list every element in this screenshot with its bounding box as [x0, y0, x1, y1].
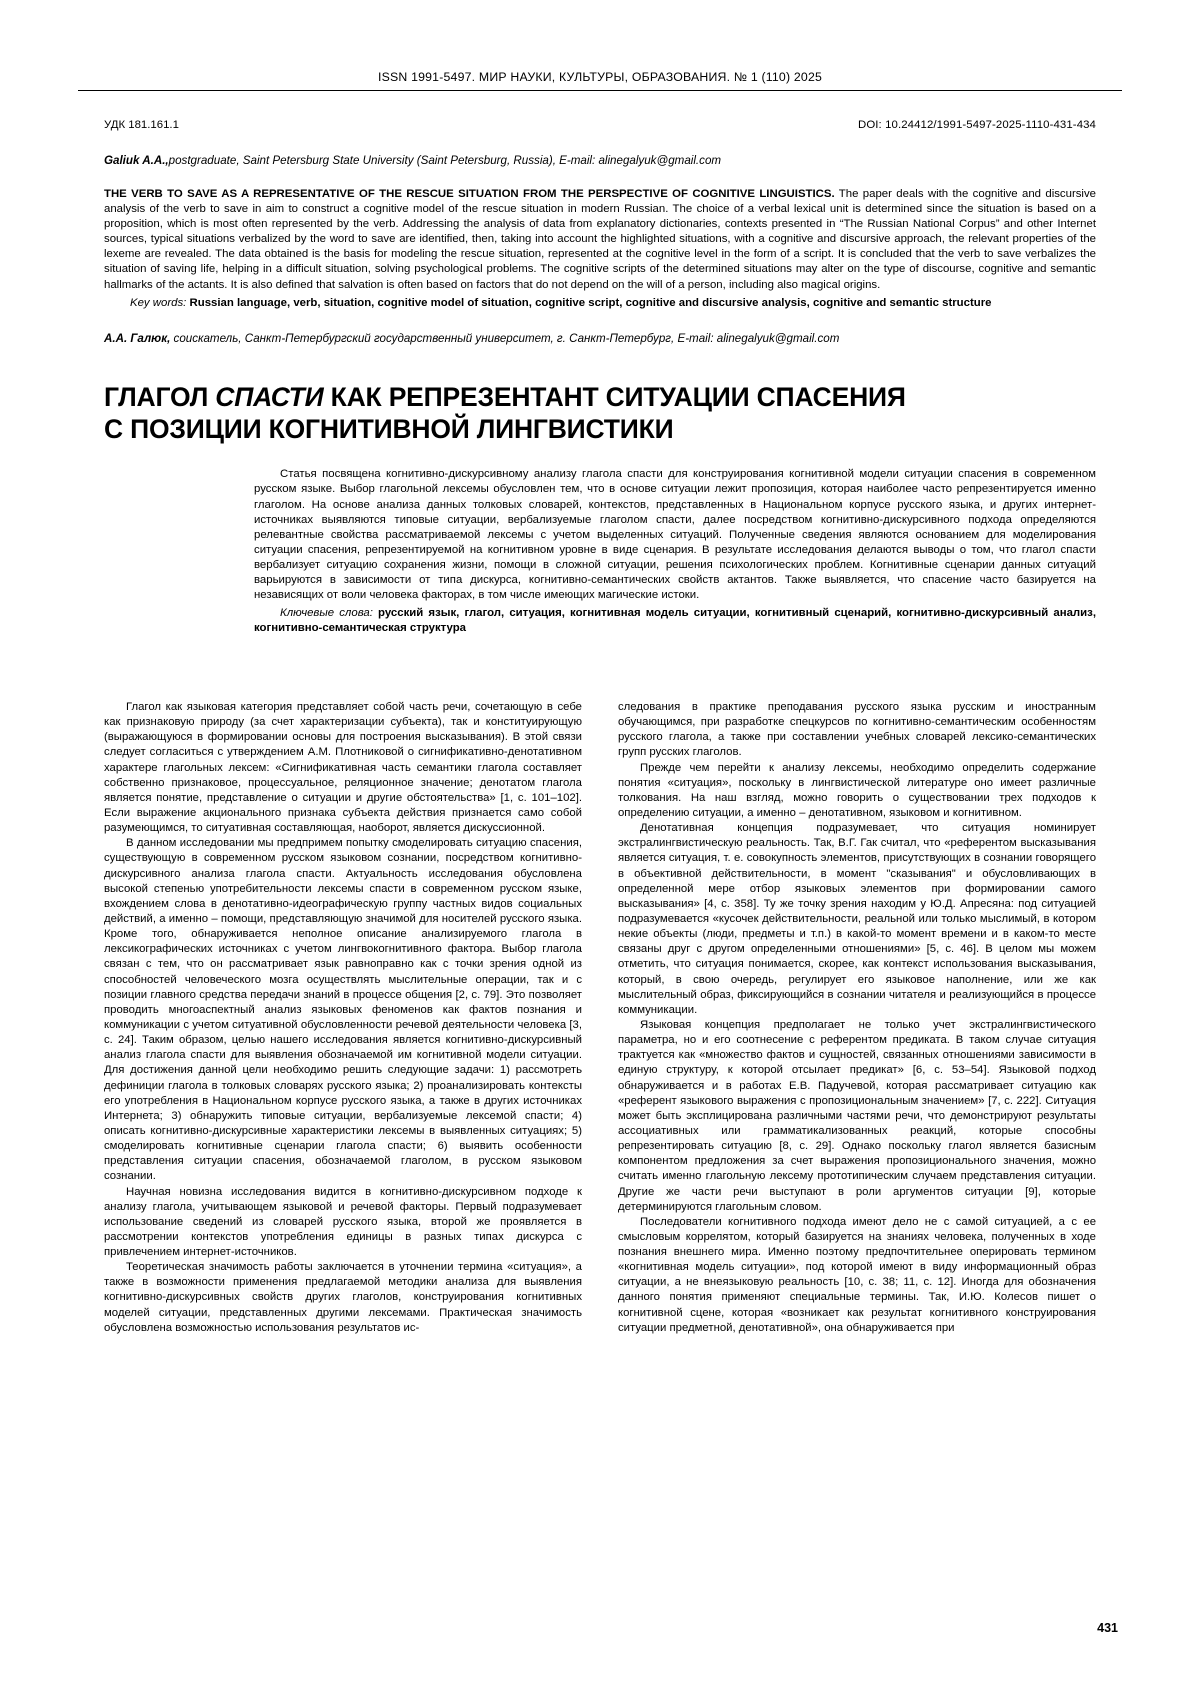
abstract-ru — [254, 467, 1096, 603]
udk-code: УДК 181.161.1 — [104, 119, 179, 131]
abstract-text-ru: Статья посвящена когнитивно-дискурсивному анализу глагола спасти для конструирования когнитивной модели ситуации спасения в современном русском языке. Выбор глагольной лексемы обусловлен тем, что в основе ситуации лежит пропозиция, которая наиболее часто репрезентируется именно глаголом. На основе анализа данных толковых словарей, контекстов, представленных в Национальном корпусе русского языка, и других интернет-источниках выявляются типовые ситуации, вербализуемые глаголом спасти, далее посредством когнитивно-дискурсивного подхода определяются релевантные свойства рассматриваемой лексемы с учетом выделенных ситуаций. Полученные сведения являются основанием для моделирования ситуации спасения, репрезентируемой на когнитивном уровне в виде сценария. В результате исследования делаются выводы о том, что глагол спасти вербализует ситуацию сохранения жизни, помощи в сложной ситуации, решения психологических проблем. Когнитивные сценарии данных ситуаций варьируются в зависимости от типа дискурса, когнитивно-семантических свойств актантов. Также выявляется, что спасение часто базируется на независящих от воли человека факторах, в том числе имеющих магические истоки. — [254, 468, 1096, 602]
abstract-en — [104, 187, 1096, 293]
column-right — [618, 700, 1096, 1336]
author-line-en — [104, 153, 1096, 169]
title-verb: СПАСТИ — [215, 381, 324, 412]
page-title — [104, 381, 1096, 446]
paragraph: Языковая концепция предполагает не только учет экстралингвистического параметра, но и его соотнесение с референтом предиката. В таком случае ситуация трактуется как «множество фактов и сущностей, связанных отношениями зависимости в единую структуру, к которой отсылает предикат» [6, с. 53–54]. Языковой подход обнаруживается и в работах Е.В. Падучевой, которая рассматривает ситуацию как «референт языкового выражения с пропозициональным значением» [7, с. 222]. Ситуация может быть эксплицирована различными частями речи, что демонстрируют результаты ассоциативных или грамматикализованных реакций, которые способны репрезентировать ситуацию [8, с. 29]. Однако поскольку глагол является базисным компонентом предложения за счет выражения пропозиционального значения, можно считать именно глагольную лексему прототипическим случаем представления ситуации. Другие же части речи выступают в роли аргументов ситуации [9], которые детерминируются глагольным словом. — [618, 1018, 1096, 1213]
paragraph: следования в практике преподавания русского языка русским и иностранным обучающимся, при разработке спецкурсов по когнитивно-семантическим особенностям русского глагола, а также при составлении учебных словарей лексико-семантических групп русских глаголов. — [618, 701, 1096, 759]
keywords-text-en: Russian language, verb, situation, cognitive model of situation, cognitive script, cognitive and discursive analysis, cognitive and semantic structure — [186, 296, 992, 309]
page-number: 431 — [1097, 1621, 1118, 1635]
title-part-1: ГЛАГОЛ — [104, 381, 216, 412]
running-head: ISSN 1991-5497. МИР НАУКИ, КУЛЬТУРЫ, ОБРАЗОВАНИЯ. № 1 (110) 2025 — [78, 70, 1122, 91]
author-name-en: Galiuk A.A., — [104, 154, 169, 167]
body-columns — [104, 700, 1096, 1336]
english-block — [104, 153, 1096, 347]
paragraph: Теоретическая значимость работы заключается в уточнении термина «ситуация», а также в возможности применения предлагаемой методики анализа для выявления когнитивно-дискурсивных свойств других глаголов, конструирования когнитивных моделей ситуации, представленных другими лексемами. Практическая значимость обусловлена возможностью использования результатов ис- — [104, 1261, 582, 1334]
keywords-label-en: Key words: — [130, 296, 187, 309]
paragraph: Денотативная концепция подразумевает, что ситуация номинирует экстралингвистическую реальность. Так, В.Г. Гак считал, что «референтом высказывания является ситуация, т. е. совокупность элементов, присутствующих в сознании говорящего в объективной действительности, в момент "сказывания" и обусловливающих в определенной мере отбор языковых элементов при формировании самого высказывания» [4, с. 358]. Ту же точку зрения находим у Ю.Д. Апресяна: под ситуацией подразумевается «кусочек действительности, реальной или только мыслимый, в котором некие объекты (люди, предметы и т.п.) в какой-то момент времени и в каком-то месте связаны друг с другом определенными отношениями» [5, с. 46]. В целом мы можем отметить, что ситуация понимается, скорее, как контекст использования высказывания, который, в свою очередь, регулирует его языковое наполнение, или же как мыслительный образ, фиксирующийся в сознании читателя и реализующийся в процессе коммуникации. — [618, 822, 1096, 1016]
keywords-text-ru: русский язык, глагол, ситуация, когнитивная модель ситуации, когнитивный сценарий, когнитивно-дискурсивный анализ, когнитивно-семантическая структура — [254, 606, 1096, 634]
keywords-ru — [254, 606, 1096, 636]
keywords-en — [104, 296, 1096, 311]
abstract-text-en: The paper deals with the cognitive and discursive analysis of the verb to save in aim to construct a cognitive model of the rescue situation in modern Russian. The choice of a verbal lexical unit is determined since the situation is based on a proposition, which is most often represented by the verb. Addressing the analysis of data from explanatory dictionaries, contexts presented in “The Russian National Corpus” and other Internet sources, typical situations verbalized by the word to save are identified, then, taking into account the highlighted situations, with a cognitive and discursive approach, the relevant properties of the lexeme are revealed. The data obtained is the basis for modeling the rescue situation, represented at the cognitive level in the form of a script. It is concluded that the verb to save verbalizes the situation of saving life, helping in a difficult situation, solving psychological problems. The cognitive scripts of the determined situations may alter on the type of discourse, cognitive and semantic hallmarks of the actants. It is also defined that salvation is often based on factors that do not depend on the will of a person, including also magical origins. — [104, 187, 1096, 291]
paragraph: Последователи когнитивного подхода имеют дело не с самой ситуацией, а с ее смысловым коррелятом, который базируется на знаниях человека, полученных в ходе познания внешнего мира. Именно поэтому предпочтительнее оперировать термином «когнитивная модель ситуации», под которой имеют в виду информационный образ ситуации, а не внеязыковую реальность [10, с. 38; 11, с. 12]. Иногда для обозначения данного понятия применяют специальные термины. Так, И.Ю. Колесов пишет о когнитивной сцене, которая «возникает как результат когнитивного конструирования ситуации предметной, денотативной», она обнаруживается при — [618, 1215, 1096, 1334]
meta-row — [104, 119, 1096, 131]
author-line-ru — [104, 331, 1096, 347]
paragraph: Прежде чем перейти к анализу лексемы, необходимо определить содержание понятия «ситуация», поскольку в лингвистической литературе оно имеет различные толкования. На наш взгляд, можно говорить о существовании трех подходов к определению ситуации, а именно – денотативном, языковом и когнитивном. — [618, 761, 1096, 819]
article-title-en: THE VERB TO SAVE AS A REPRESENTATIVE OF THE RESCUE SITUATION FROM THE PERSPECTIVE OF COGNITIVE LINGUISTICS. — [104, 187, 835, 200]
author-name-ru: А.А. Галюк, — [104, 331, 171, 345]
author-affiliation-en: postgraduate, Saint Petersburg State University (Saint Petersburg, Russia), E-mail: alinegalyuk@gmail.com — [168, 154, 722, 167]
author-affiliation-ru: соискатель, Санкт-Петербургский государственный университет, г. Санкт-Петербург, E-mail: alinegalyuk@gmail.com — [170, 331, 840, 345]
paragraph: В данном исследовании мы предпримем попытку смоделировать ситуацию спасения, существующую в современном русском языковом сознании, посредством когнитивно-дискурсивного анализа глагола спасти. Актуальность исследования обусловлена высокой степенью употребительности лексемы спасти в современном русском языке, вхождением слова в денотативно-идеографическую группу частных видов социальных действий, а именно – помощи, представляющую значимой для носителей русского языка. Кроме того, обнаруживается неполное описание анализируемого глагола в лексикографических источниках с учетом лингвокогнитивного фактора. Выбор глагола связан с тем, что он рассматривает язык равноправно как с точки зрения одной из способностей человеческого мозга осуществлять мыслительные операции, так и с позиции главного средства передачи знаний в процессе общения [2, с. 79]. Это позволяет проводить многоаспектный анализ языковых феноменов как фактов познания и коммуникации с учетом ситуативной обусловленности речевой деятельности человека [3, с. 24]. Таким образом, целью нашего исследования является когнитивно-дискурсивный анализ глагола спасти для выявления обозначаемой им когнитивной модели ситуации. Для достижения данной цели необходимо решить следующие задачи: 1) рассмотреть дефиниции глагола в толковых словарях русского языка; 2) проанализировать контексты его употребления в Национальном корпусе русского языка, а также в других источниках Интернета; 3) обнаружить типовые ситуации, вербализуемые лексемой спасти; 4) описать когнитивно-дискурсивные характеристики лексемы в выявленных ситуациях; 5) смоделировать когнитивные сценарии глагола спасти; 6) выявить особенности представления ситуации спасения, обозначаемой глаголом, в русском языковом сознании. — [104, 837, 582, 1183]
page-content — [78, 70, 1122, 636]
doi-code: DOI: 10.24412/1991-5497-2025-1110-431-434 — [858, 119, 1096, 131]
column-left — [104, 700, 582, 1336]
paragraph: Научная новизна исследования видится в когнитивно-дискурсивном подходе к анализу глагола, учитывающем языковой и речевой факторы. Первый подразумевает использование сведений из словарей русского языка, второй же проявляется в рассмотрении контекстов употребления единицы в разных типах дискурса с привлечением интернет-источников. — [104, 1185, 582, 1259]
paragraph: Глагол как языковая категория представляет собой часть речи, сочетающую в себе как признаковую природу (за счет характеризации субъекта), так и конституирующую (выражающуюся в формировании основы для построения высказывания). В этой связи следует согласиться с утверждением А.М. Плотниковой о сигнификативно-денотативном характере глагольных лексем: «Сигнификативная часть семантики глагола составляет собственно признаковое, процессуальное, реляционное значение; денотатом глагола является понятие, представление о ситуации и другие обстоятельства» [1, с. 101–102]. Если выражение акционального признака субъекта действия признается само собой разумеющимся, то ситуативная составляющая, наоборот, является дискуссионной. — [104, 701, 582, 835]
title-part-2: КАК РЕПРЕЗЕНТАНТ СИТУАЦИИ СПАСЕНИЯ — [323, 381, 906, 412]
keywords-label-ru: Ключевые слова: — [280, 606, 373, 619]
title-line-2: С ПОЗИЦИИ КОГНИТИВНОЙ ЛИНГВИСТИКИ — [104, 413, 674, 444]
